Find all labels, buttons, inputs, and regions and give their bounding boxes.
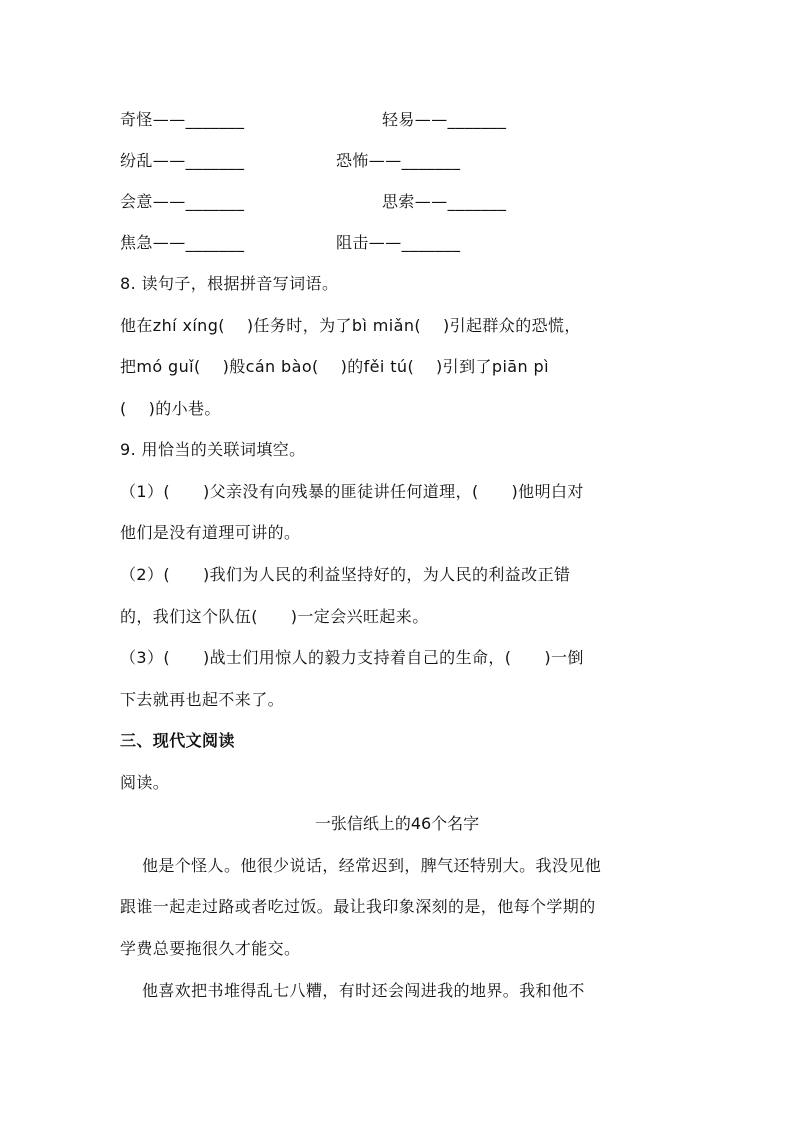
question-9-line: （2）( )我们为人民的利益坚持好的，为人民的利益改正错 <box>120 565 571 584</box>
synonym-right-1: 轻易——_______ <box>382 110 507 129</box>
synonym-right-3: 思索——_______ <box>382 192 507 211</box>
question-9-line: （1）( )父亲没有向残暴的匪徒讲任何道理，( )他明白对 <box>120 482 584 501</box>
question-9-heading: 9. 用恰当的关联词填空。 <box>120 440 306 459</box>
section-3-instruction: 阅读。 <box>120 773 170 792</box>
synonym-left-3: 会意——_______ <box>120 192 245 211</box>
synonym-right-2: 恐怖——_______ <box>336 151 461 170</box>
synonym-left-2: 纷乱——_______ <box>120 151 245 170</box>
question-9-line: （3）( )战士们用惊人的毅力支持着自己的生命，( )一倒 <box>120 648 584 667</box>
question-8-heading: 8. 读句子，根据拼音写词语。 <box>120 274 339 293</box>
article-paragraph-line: 学费总要拖很久才能交。 <box>120 939 301 958</box>
question-8-line: 把mó guǐ( )般cán bào( )的fěi tú( )引到了piān pì <box>120 357 549 376</box>
article-paragraph-line: 他是个怪人。他很少说话，经常迟到，脾气还特别大。我没见他 <box>120 856 602 875</box>
question-8-line: ( )的小巷。 <box>120 399 221 418</box>
question-8-line: 他在zhí xíng( )任务时，为了bì miǎn( )引起群众的恐慌， <box>120 316 581 335</box>
question-9-line: 他们是没有道理可讲的。 <box>120 523 301 542</box>
synonym-left-1: 奇怪——_______ <box>120 110 245 129</box>
synonym-right-4: 阻击——_______ <box>336 233 461 252</box>
section-3-heading: 三、现代文阅读 <box>120 731 235 750</box>
article-title: 一张信纸上的46个名字 <box>314 814 480 833</box>
question-9-line: 下去就再也起不来了。 <box>120 690 285 709</box>
question-9-line: 的，我们这个队伍( )一定会兴旺起来。 <box>120 607 429 626</box>
article-paragraph-line: 跟谁一起走过路或者吃过饭。最让我印象深刻的是，他每个学期的 <box>120 897 596 916</box>
article-paragraph-line: 他喜欢把书堆得乱七八糟，有时还会闯进我的地界。我和他不 <box>120 981 585 1000</box>
synonym-left-4: 焦急——_______ <box>120 233 245 252</box>
